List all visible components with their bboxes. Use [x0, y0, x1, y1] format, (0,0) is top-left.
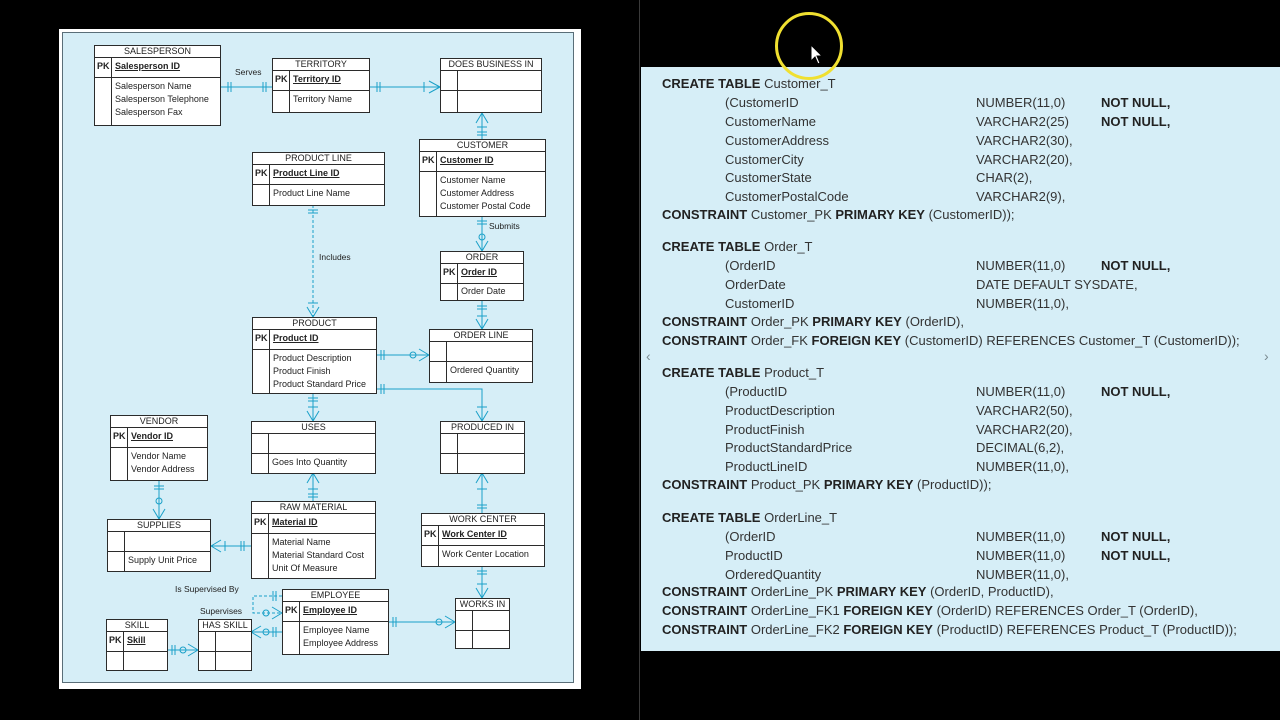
sql-column-name: CustomerPostalCode: [725, 189, 849, 204]
entity-product-line: [252, 152, 385, 206]
sql-column-name: ProductLineID: [725, 459, 808, 474]
entity-customer: [419, 139, 546, 217]
sql-column-type: DATE DEFAULT SYSDATE,: [976, 277, 1138, 292]
sql-column-name: OrderDate: [725, 277, 786, 292]
sql-column-name: (CustomerID: [725, 95, 799, 110]
entity-title: DOES BUSINESS IN: [441, 59, 541, 71]
entity-employee: [282, 589, 389, 655]
pk-marker: PK: [255, 168, 268, 178]
sql-column-type: VARCHAR2(25): [976, 114, 1069, 129]
sql-column-name: CustomerName: [725, 114, 817, 129]
entity-uses: [251, 421, 376, 474]
sql-panel: [641, 67, 1280, 651]
sql-create-customer: CREATE TABLE Customer_T: [662, 76, 836, 91]
primary-key: Territory ID: [293, 74, 341, 84]
entity-title: ORDER LINE: [430, 330, 532, 342]
attribute: Supply Unit Price: [128, 555, 198, 565]
primary-key: Skill: [127, 635, 146, 645]
sql-column-null: NOT NULL,: [1101, 384, 1171, 399]
attribute: Product Finish: [273, 366, 331, 376]
sql-column-name: (OrderID: [725, 258, 776, 273]
sql-constraint: CONSTRAINT OrderLine_FK2 FOREIGN KEY (ProductID) REFERENCES Product_T (ProductID));: [662, 622, 1237, 637]
attribute: Employee Address: [303, 638, 379, 648]
attribute: Material Name: [272, 537, 331, 547]
sql-column-type: NUMBER(11,0): [976, 258, 1066, 273]
pk-marker: PK: [424, 529, 437, 539]
primary-key: Product Line ID: [273, 168, 340, 178]
attribute: Order Date: [461, 286, 506, 296]
label-supervises: Supervises: [200, 606, 243, 616]
entity-works-in: [455, 598, 510, 649]
attribute: Product Line Name: [273, 188, 351, 198]
entity-title: EMPLOYEE: [283, 590, 388, 602]
previous-slide-arrow-icon[interactable]: ‹: [646, 348, 651, 364]
sql-constraint: CONSTRAINT Order_FK FOREIGN KEY (CustomerID) REFERENCES Customer_T (CustomerID));: [662, 333, 1240, 348]
sql-column-name: CustomerCity: [725, 152, 804, 167]
primary-key: Salesperson ID: [115, 61, 181, 71]
primary-key: Order ID: [461, 267, 498, 277]
entity-raw-material: [251, 501, 376, 579]
sql-column-name: ProductStandardPrice: [725, 440, 853, 455]
pk-marker: PK: [97, 61, 110, 71]
sql-column-type: VARCHAR2(50),: [976, 403, 1073, 418]
entity-title: WORKS IN: [456, 599, 509, 611]
primary-key: Work Center ID: [442, 529, 507, 539]
attribute: Work Center Location: [442, 549, 529, 559]
pk-marker: PK: [275, 74, 288, 84]
attribute: Product Description: [273, 353, 352, 363]
sql-column-type: NUMBER(11,0),: [976, 459, 1069, 474]
sql-column-type: CHAR(2),: [976, 170, 1033, 185]
entity-work-center: [421, 513, 545, 567]
attribute: Salesperson Telephone: [115, 94, 209, 104]
pk-marker: PK: [255, 333, 268, 343]
attribute: Material Standard Cost: [272, 550, 365, 560]
pk-marker: PK: [109, 635, 122, 645]
label-submits: Submits: [489, 221, 520, 231]
entity-order: [440, 251, 524, 301]
sql-column-type: VARCHAR2(30),: [976, 133, 1073, 148]
sql-constraint: CONSTRAINT Customer_PK PRIMARY KEY (CustomerID));: [662, 207, 1015, 222]
attribute: Vendor Address: [131, 464, 195, 474]
pk-marker: PK: [443, 267, 456, 277]
sql-column-name: OrderedQuantity: [725, 567, 822, 582]
erd-canvas: [62, 32, 574, 683]
entity-title: HAS SKILL: [199, 620, 251, 632]
cursor-highlight-ring: [775, 12, 843, 80]
sql-column-name: ProductID: [725, 548, 783, 563]
entity-title: PRODUCT: [253, 318, 376, 330]
sql-column-name: ProductFinish: [725, 422, 805, 437]
sql-column-null: NOT NULL,: [1101, 548, 1171, 563]
pk-marker: PK: [113, 431, 126, 441]
entity-has-skill: [198, 619, 252, 671]
pk-marker: PK: [254, 517, 267, 527]
sql-column-type: NUMBER(11,0),: [976, 296, 1069, 311]
connector-product-producedin: [376, 389, 482, 421]
attribute: Territory Name: [293, 94, 353, 104]
sql-create-order: CREATE TABLE Order_T: [662, 239, 813, 254]
attribute: Vendor Name: [131, 451, 187, 461]
attribute: Customer Address: [440, 188, 515, 198]
primary-key: Customer ID: [440, 155, 494, 165]
label-serves: Serves: [235, 67, 262, 77]
entity-vendor: [110, 415, 208, 481]
entity-title: PRODUCT LINE: [253, 153, 384, 165]
sql-column-null: NOT NULL,: [1101, 114, 1171, 129]
entity-title: SUPPLIES: [108, 520, 210, 532]
attribute: Ordered Quantity: [450, 365, 520, 375]
entity-supplies: [107, 519, 211, 572]
sql-create-orderline: CREATE TABLE OrderLine_T: [662, 510, 838, 525]
pk-marker: PK: [422, 155, 435, 165]
entity-salesperson: [94, 45, 221, 126]
sql-constraint: CONSTRAINT OrderLine_PK PRIMARY KEY (OrderID, ProductID),: [662, 584, 1054, 599]
entity-title: TERRITORY: [273, 59, 369, 71]
primary-key: Product ID: [273, 333, 319, 343]
label-includes: Includes: [319, 252, 351, 262]
attribute: Goes Into Quantity: [272, 457, 348, 467]
entity-title: ORDER: [441, 252, 523, 264]
sql-column-type: VARCHAR2(20),: [976, 422, 1073, 437]
entity-title: CUSTOMER: [420, 140, 545, 152]
erd-panel: [59, 29, 581, 689]
entity-title: PRODUCED IN: [441, 422, 524, 434]
primary-key: Employee ID: [303, 605, 358, 615]
primary-key: Vendor ID: [131, 431, 174, 441]
sql-column-type: NUMBER(11,0): [976, 95, 1066, 110]
entity-territory: [272, 58, 370, 113]
attribute: Product Standard Price: [273, 379, 367, 389]
sql-column-type: NUMBER(11,0): [976, 384, 1066, 399]
sql-column-name: (ProductID: [725, 384, 788, 399]
attribute: Salesperson Fax: [115, 107, 183, 117]
sql-constraint: CONSTRAINT OrderLine_FK1 FOREIGN KEY (OrderID) REFERENCES Order_T (OrderID),: [662, 603, 1198, 618]
sql-column-null: NOT NULL,: [1101, 95, 1171, 110]
sql-column-type: VARCHAR2(20),: [976, 152, 1073, 167]
primary-key: Material ID: [272, 517, 318, 527]
sql-constraint: CONSTRAINT Order_PK PRIMARY KEY (OrderID),: [662, 314, 964, 329]
sql-column-name: CustomerState: [725, 170, 812, 185]
sql-column-name: CustomerAddress: [725, 133, 830, 148]
sql-column-name: (OrderID: [725, 529, 776, 544]
entity-product: [252, 317, 377, 394]
sql-column-null: NOT NULL,: [1101, 258, 1171, 273]
entity-title: VENDOR: [111, 416, 207, 428]
label-is-supervised-by: Is Supervised By: [175, 584, 239, 594]
pk-marker: PK: [285, 605, 298, 615]
attribute: Customer Name: [440, 175, 506, 185]
entity-title: USES: [252, 422, 375, 434]
next-slide-arrow-icon[interactable]: ›: [1264, 348, 1269, 364]
mouse-pointer-icon: [810, 44, 824, 66]
entity-order-line: [429, 329, 533, 383]
sql-column-type: NUMBER(11,0): [976, 548, 1066, 563]
split-divider: [639, 0, 640, 720]
entity-skill: [106, 619, 168, 671]
entity-title: SKILL: [107, 620, 167, 632]
sql-column-name: ProductDescription: [725, 403, 835, 418]
attribute: Salesperson Name: [115, 81, 192, 91]
attribute: Customer Postal Code: [440, 201, 531, 211]
entity-title: WORK CENTER: [422, 514, 544, 526]
entity-produced-in: [440, 421, 525, 474]
entity-title: RAW MATERIAL: [252, 502, 375, 514]
sql-column-type: VARCHAR2(9),: [976, 189, 1066, 204]
sql-column-type: NUMBER(11,0),: [976, 567, 1069, 582]
entity-title: SALESPERSON: [95, 46, 220, 58]
sql-column-name: CustomerID: [725, 296, 795, 311]
entity-does-business-in: [440, 58, 542, 113]
sql-column-type: NUMBER(11,0): [976, 529, 1066, 544]
sql-column-type: DECIMAL(6,2),: [976, 440, 1065, 455]
attribute: Employee Name: [303, 625, 370, 635]
sql-create-product: CREATE TABLE Product_T: [662, 365, 825, 380]
sql-column-null: NOT NULL,: [1101, 529, 1171, 544]
attribute: Unit Of Measure: [272, 563, 338, 573]
sql-constraint: CONSTRAINT Product_PK PRIMARY KEY (ProductID));: [662, 477, 992, 492]
